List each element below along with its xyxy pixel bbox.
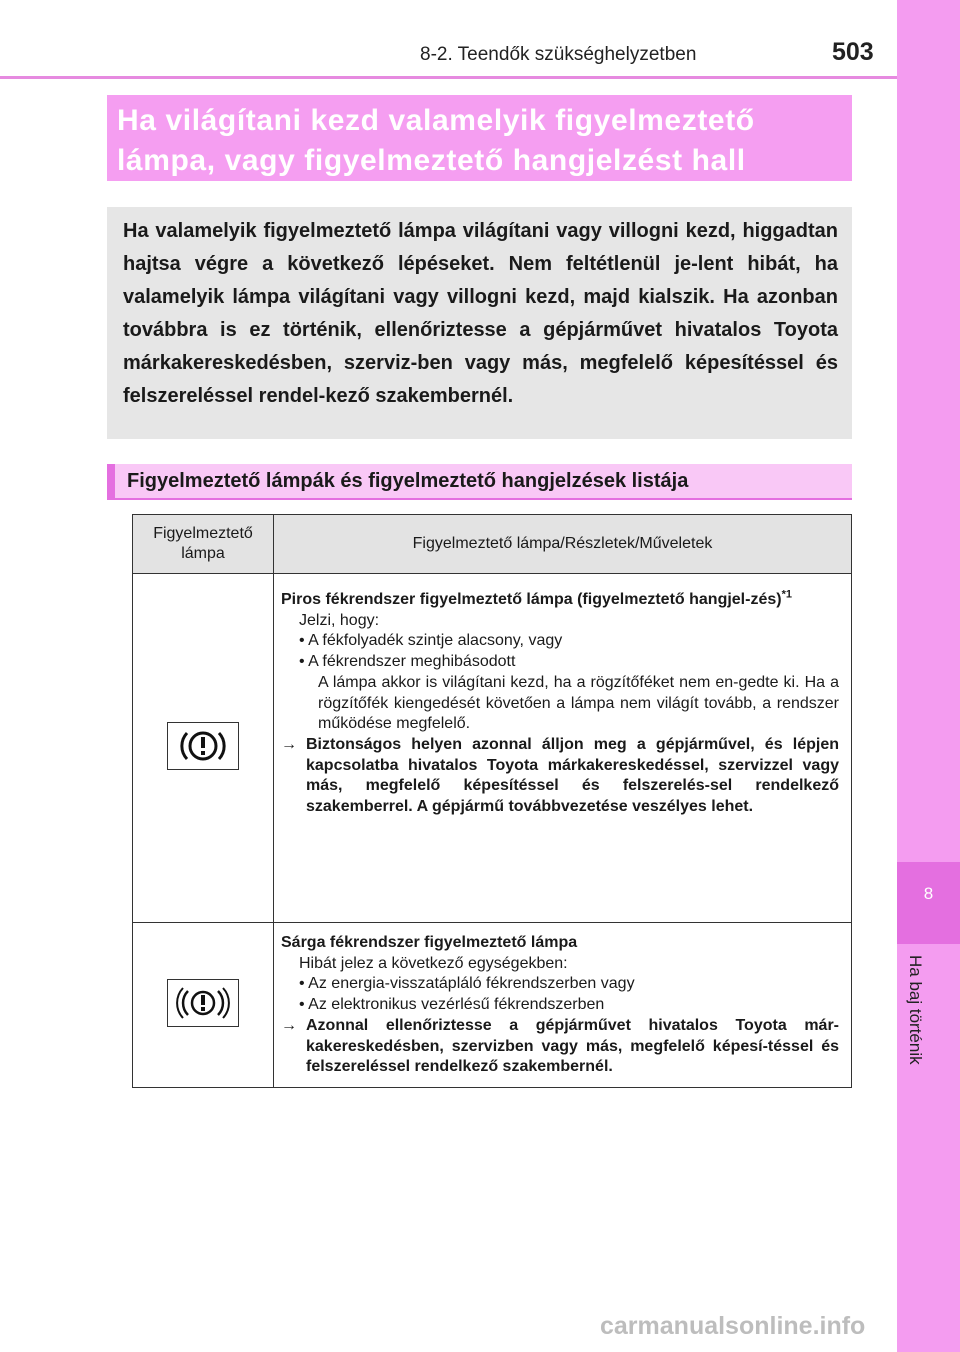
details-cell	[274, 923, 852, 1088]
page-title-box	[107, 95, 852, 181]
list-item-text: Az energia-visszatápláló fékrendszerben vagy	[308, 975, 635, 993]
intro-box	[107, 207, 852, 439]
section-title: 8-2. Teendők szükséghelyzetben	[420, 44, 697, 65]
list-item-text: Az elektronikus vezérlésű fékrendszerben	[308, 996, 605, 1014]
page-number: 503	[832, 38, 874, 66]
footnote-mark: *1	[781, 588, 792, 601]
chapter-number: 8	[923, 884, 934, 903]
action-text: Azonnal ellenőriztesse a gépjárművet hivatalos Toyota már-kakereskedésben, szervizben vagy más, megfelelő képesí-téssel és felszereléssel rendelkező szakembernél.	[306, 1016, 839, 1076]
list-item-text: A fékfolyadék szintje alacsony, vagy	[308, 632, 563, 650]
brake-warning-exclamation-icon	[167, 722, 239, 770]
chapter-title: Ha baj történik	[906, 955, 925, 1065]
row-intro: Hibát jelez a következő egységekben:	[299, 954, 568, 972]
watermark: carmanualsonline.info	[600, 1312, 866, 1340]
column-header-lamp: Figyelmeztető lámpa	[133, 515, 274, 574]
intro-text: Ha valamelyik figyelmeztető lámpa világítani vagy villogni kezd, higgadtan hajtsa végre a következő lépéseket. Nem feltétlenül je-lent hibát, ha valamelyik lámpa világítani vagy villogni kezd, majd kialszik. Ha azonban továbbra is ez történik, ellenőriztesse a gépjárművet hivatalos Toyota márkakereskedésben, szerviz-ben vagy más, megfelelő képesítéssel és felszereléssel rendel-kező szakembernél.	[123, 220, 838, 407]
row-title	[281, 590, 839, 611]
icon-cell	[133, 923, 274, 1088]
table-row	[133, 574, 852, 923]
arrow-icon: →	[281, 735, 297, 753]
list-item: • Az energia-visszatápláló fékrendszerben vagy	[299, 975, 635, 993]
page-title: Ha világítani kezd valamelyik figyelmeztető lámpa, vagy figyelmeztető hangjelzést hall	[117, 104, 755, 177]
subheading-bar	[107, 464, 852, 500]
subheading: Figyelmeztető lámpák és figyelmeztető hangjelzések listája	[127, 470, 689, 492]
details-cell	[274, 574, 852, 923]
table-row	[133, 923, 852, 1088]
action-text: Biztonságos helyen azonnal álljon meg a gépjárművel, és lépjen kapcsolatba hivatalos Toyota márkakereskedéssel, szervizzel vagy más, megfelelő képesítéssel és felszerelés-sel rendelkező szakemberrel. A gépjármű továbbvezetése veszélyes lehet.	[306, 735, 839, 816]
header-rule	[0, 76, 897, 79]
side-tab-strip	[897, 0, 960, 1352]
row-title-text: Piros fékrendszer figyelmeztető lámpa (figyelmeztető hangjel-zés)	[281, 591, 782, 608]
list-item: • Az elektronikus vezérlésű fékrendszerben	[299, 996, 605, 1014]
list-item: • A fékrendszer meghibásodott	[299, 653, 516, 671]
row-intro: Jelzi, hogy:	[299, 611, 380, 629]
action-line	[281, 1016, 839, 1078]
list-item: • A fékfolyadék szintje alacsony, vagy	[299, 632, 563, 650]
list-item-text: A fékrendszer meghibásodott	[308, 653, 516, 671]
warning-lamp-table	[132, 514, 852, 1088]
table-header-row	[133, 515, 852, 574]
bullet-note: A lámpa akkor is világítani kezd, ha a rögzítőféket nem en-gedte ki. Ha a rögzítőfék kiengedését követően a lámpa nem világít tovább, a rendszer működése megfelelő.	[318, 673, 839, 733]
column-header-details: Figyelmeztető lámpa/Részletek/Műveletek	[274, 515, 852, 574]
arrow-icon: →	[281, 1016, 297, 1034]
brake-system-warning-icon	[167, 979, 239, 1027]
icon-cell	[133, 574, 274, 923]
row-title: Sárga fékrendszer figyelmeztető lámpa	[281, 934, 578, 951]
action-line	[281, 735, 839, 818]
